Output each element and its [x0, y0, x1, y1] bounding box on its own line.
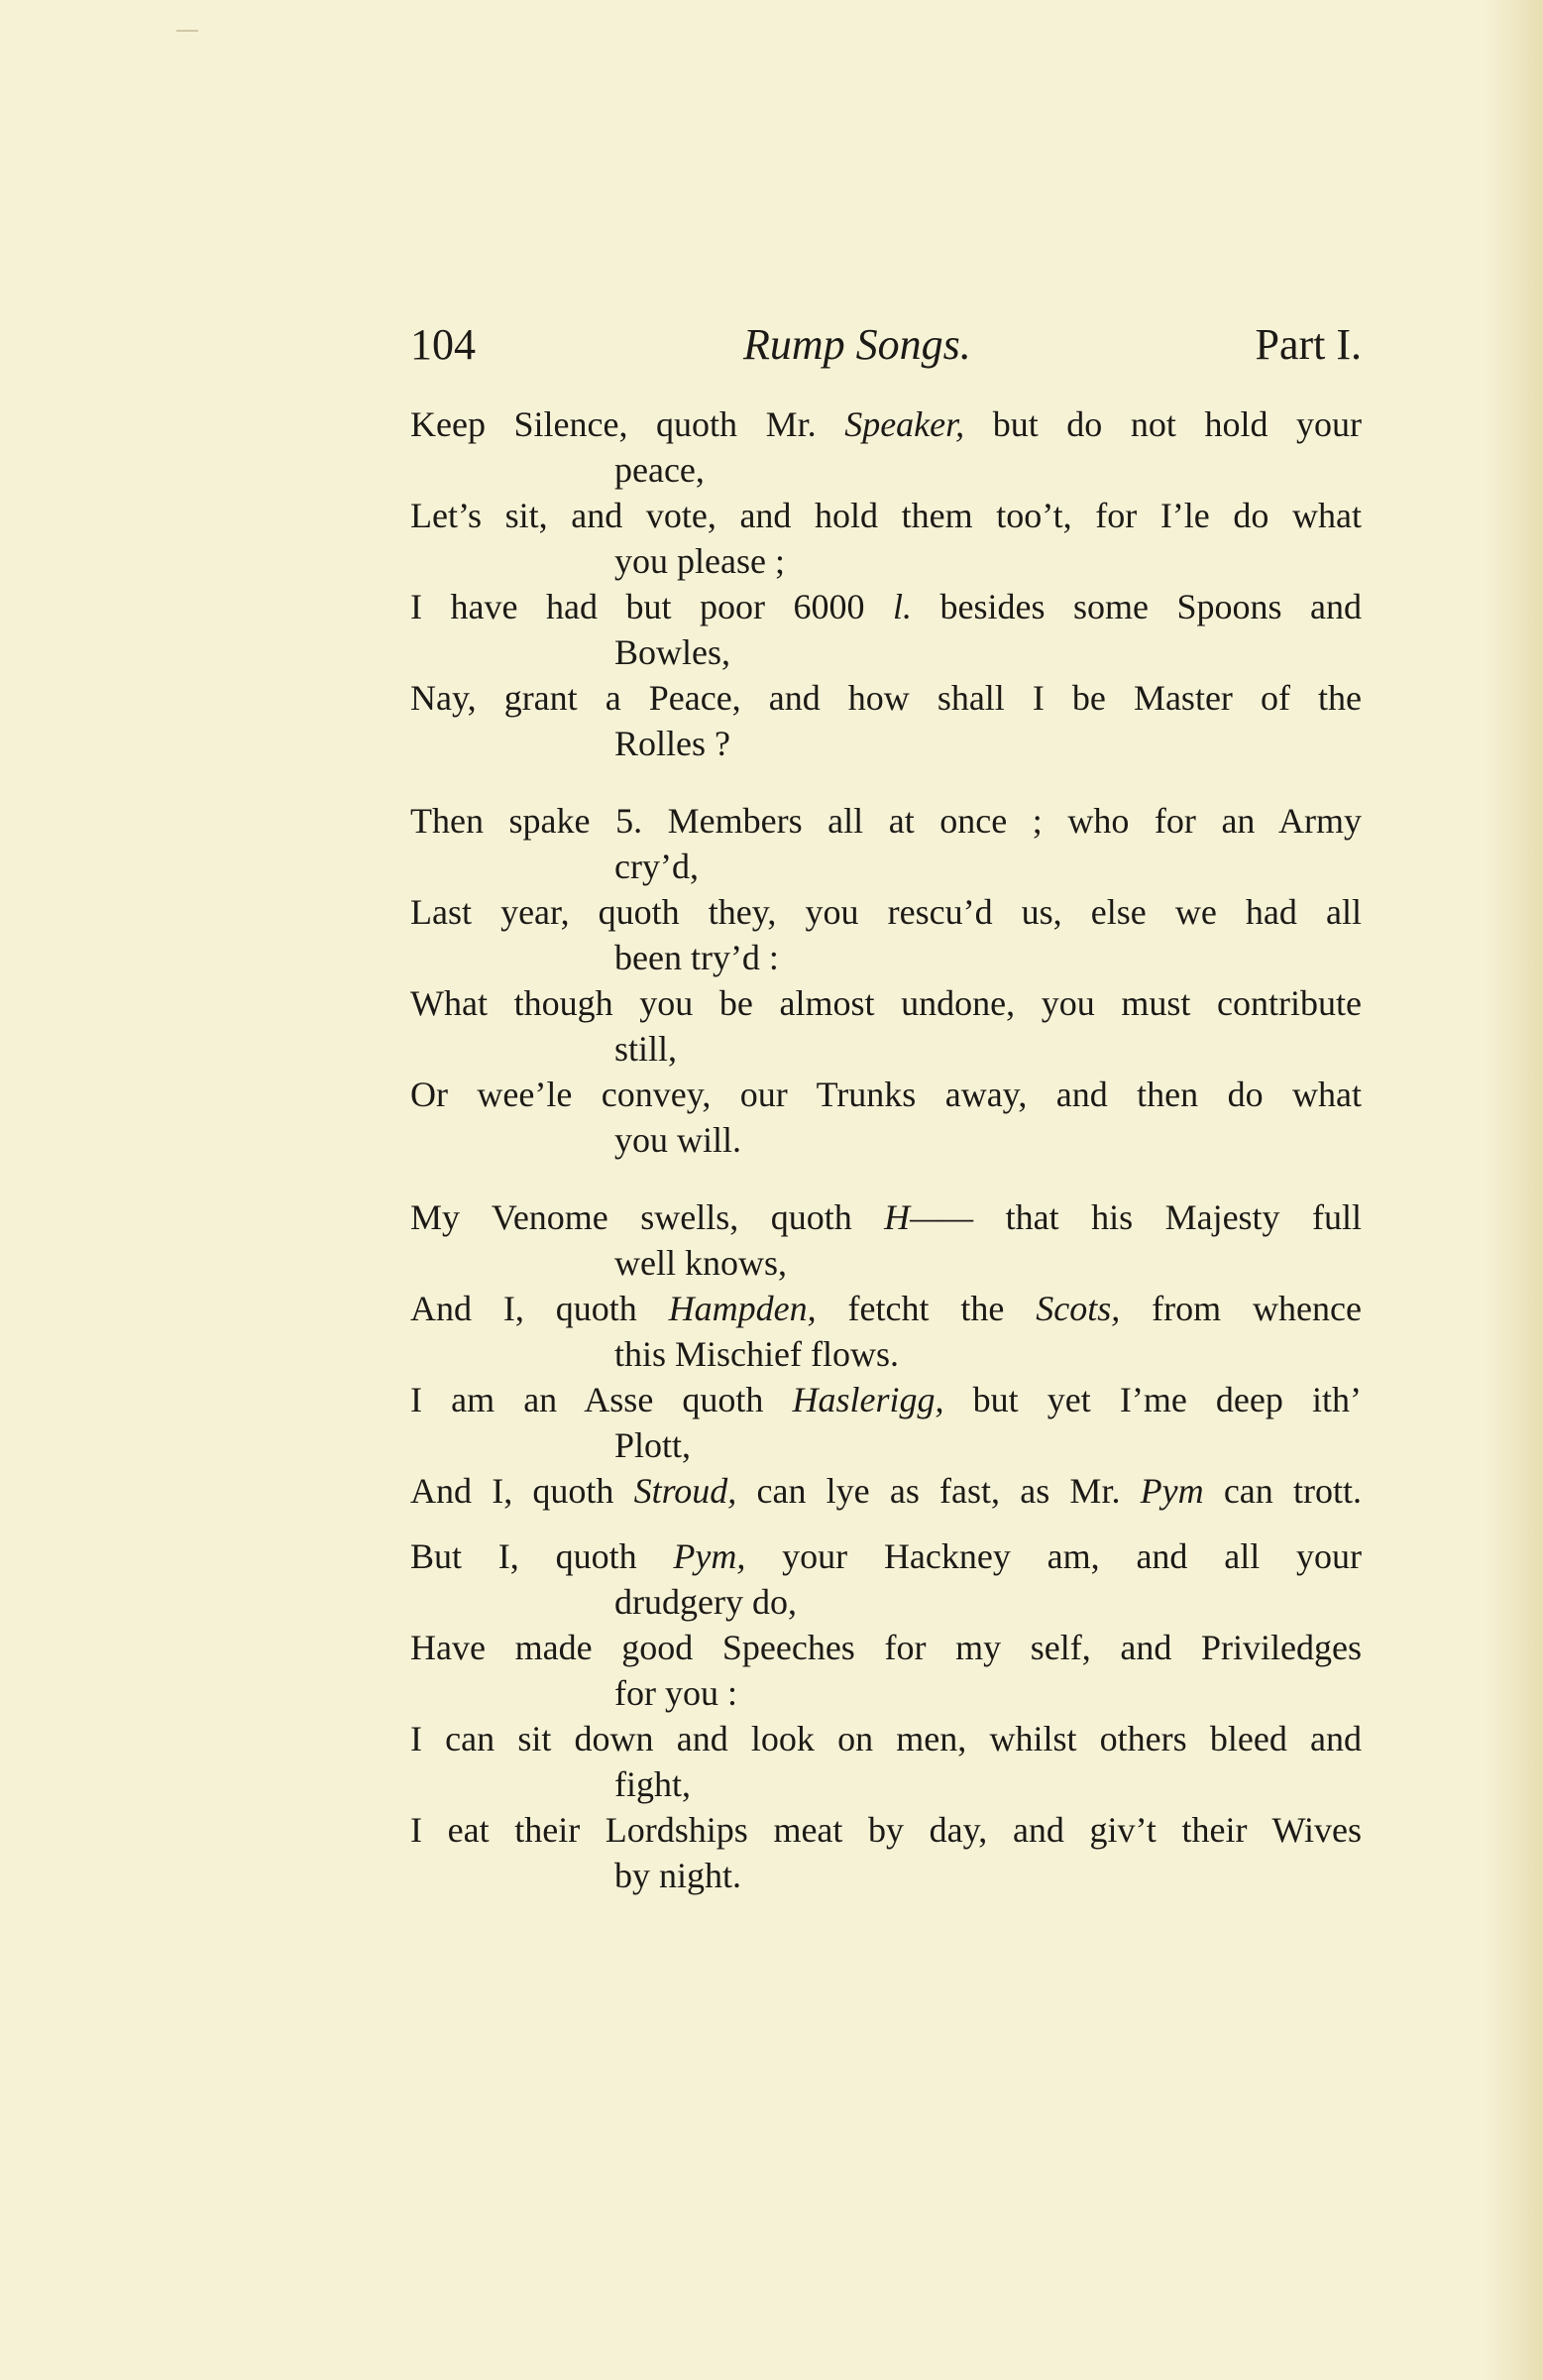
running-title: Rump Songs.	[743, 320, 971, 369]
verse-line: Or wee’le convey, our Trunks away, and then do what	[410, 1075, 1362, 1114]
verse-line: What though you be almost undone, you must contribute	[410, 983, 1362, 1023]
verse-line: I am an Asse quoth Haslerigg, but yet I’me deep ith’	[410, 1380, 1362, 1419]
verse-line-continuation: fight,	[614, 1764, 691, 1804]
verse-line: Have made good Speeches for my self, and Priviledges	[410, 1628, 1362, 1667]
stanza	[410, 1533, 1362, 1898]
stanza	[410, 798, 1362, 1163]
verse-line: I have had but poor 6000 l. besides some Spoons and	[410, 587, 1362, 626]
verse-line: And I, quoth Stroud, can lye as fast, as Mr. Pym can trott.	[410, 1471, 1362, 1511]
verse-line: And I, quoth Hampden, fetcht the Scots, from whence	[410, 1289, 1362, 1328]
verse-line-continuation: Rolles ?	[614, 724, 730, 763]
part-label: Part I.	[1255, 320, 1362, 369]
verse-line: Last year, quoth they, you rescu’d us, else we had all	[410, 892, 1362, 932]
verse-line: Nay, grant a Peace, and how shall I be Master of the	[410, 678, 1362, 718]
stanza	[410, 1194, 1362, 1514]
running-header	[410, 315, 1362, 375]
scan-mark	[176, 30, 198, 32]
verse-line-continuation: Bowles,	[614, 632, 730, 672]
verse-line: I can sit down and look on men, whilst others bleed and	[410, 1719, 1362, 1758]
page-edge-shading	[1484, 0, 1543, 2380]
verse-line-continuation: this Mischief flows.	[614, 1334, 899, 1374]
verse-line-continuation: for you :	[614, 1673, 737, 1713]
verse-line-continuation: you please ;	[614, 541, 785, 581]
verse-line-continuation: drudgery do,	[614, 1582, 797, 1622]
verse-line-continuation: Plott,	[614, 1425, 692, 1465]
verse-line: Keep Silence, quoth Mr. Speaker, but do not hold your	[410, 404, 1362, 444]
stanza	[410, 401, 1362, 766]
verse-line-continuation: you will.	[614, 1120, 742, 1160]
poem-text	[410, 401, 1362, 1930]
verse-line-continuation: cry’d,	[614, 847, 699, 886]
verse-line: My Venome swells, quoth H—— that his Majesty full	[410, 1197, 1363, 1237]
verse-line: Then spake 5. Members all at once ; who for an Army	[410, 801, 1362, 841]
page-number: 104	[410, 320, 476, 369]
verse-line: Let’s sit, and vote, and hold them too’t, for I’le do what	[410, 496, 1362, 535]
verse-line: I eat their Lordships meat by day, and giv’t their Wives	[410, 1810, 1362, 1850]
verse-line-continuation: still,	[614, 1029, 678, 1069]
verse-line-continuation: been try’d :	[614, 938, 779, 977]
verse-line: But I, quoth Pym, your Hackney am, and all your	[410, 1536, 1362, 1576]
verse-line-continuation: peace,	[614, 450, 705, 490]
verse-line-continuation: well knows,	[614, 1243, 787, 1283]
verse-line-continuation: by night.	[614, 1856, 742, 1895]
